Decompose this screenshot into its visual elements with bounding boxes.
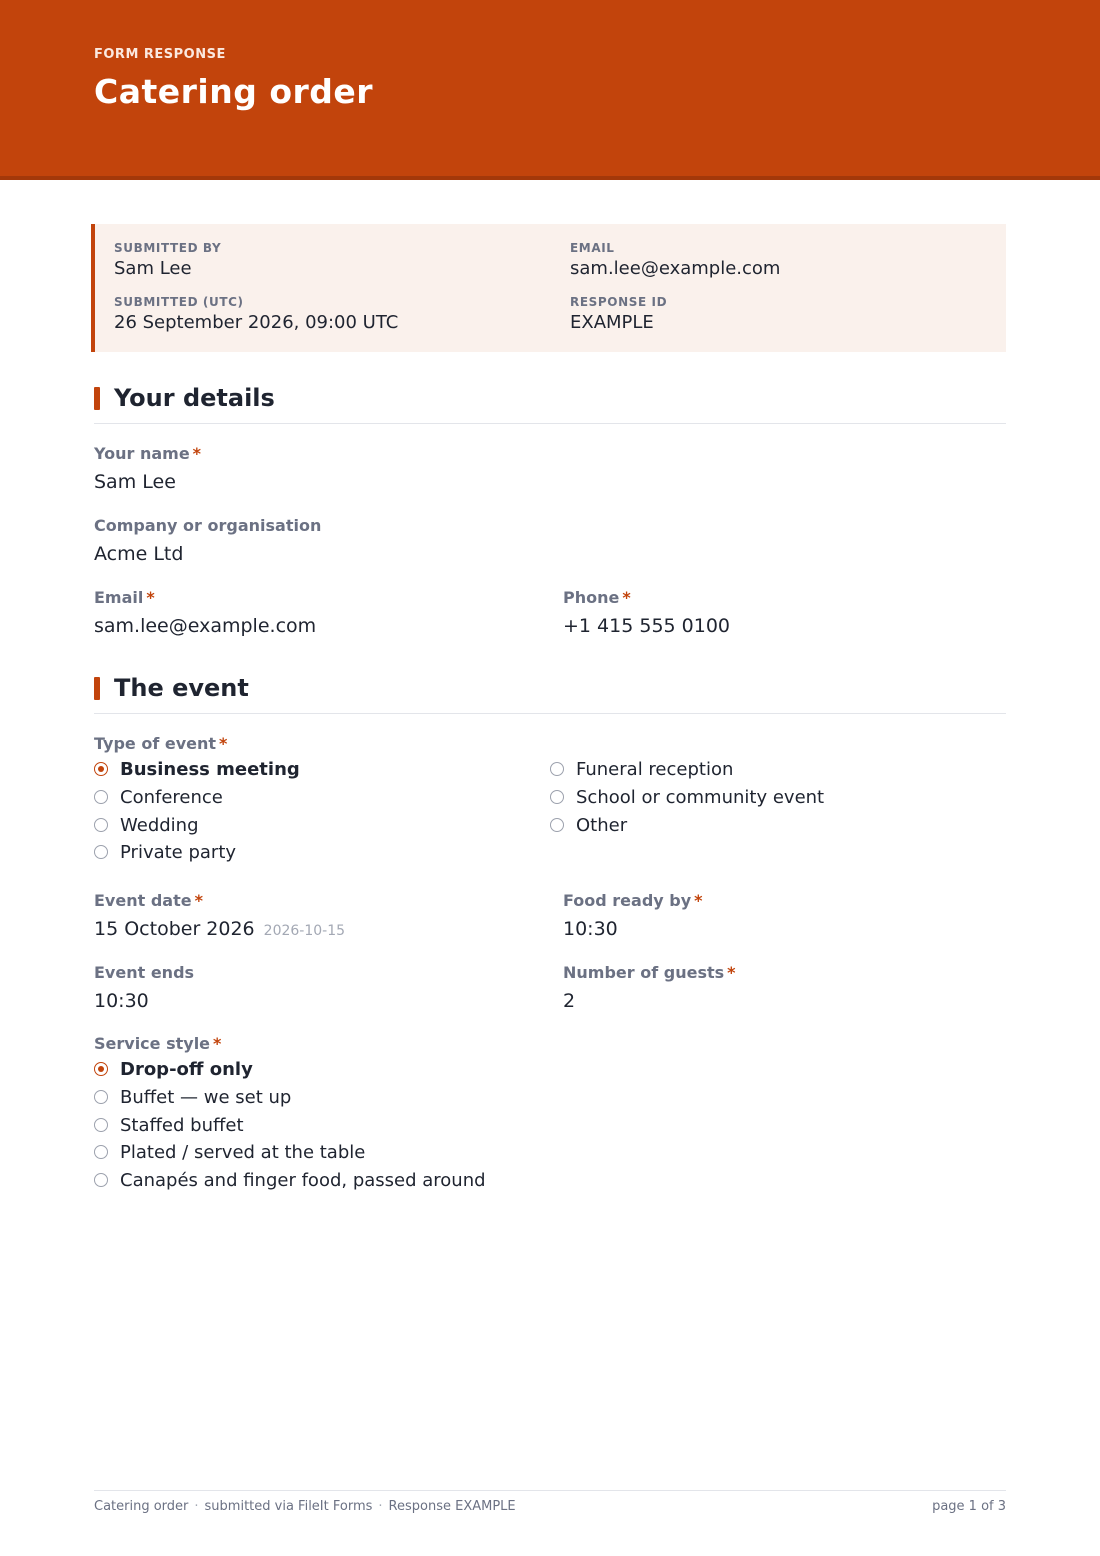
meta-submitted-by-label: SUBMITTED BY [114,241,222,255]
field-label [94,891,345,911]
field-your-name [94,444,201,494]
radio-empty-icon [94,1090,108,1104]
field-value: 10:30 [94,990,149,1012]
field-service-style [94,1034,221,1054]
radio-empty-icon [94,818,108,832]
section-your-details [94,384,1006,424]
radio-empty-icon [550,790,564,804]
footer-separator: · [194,1499,199,1514]
footer-via: submitted via FileIt Forms [204,1499,373,1514]
field-label-text: Email [94,588,144,607]
radio-empty-icon [94,1173,108,1187]
required-marker: * [213,1034,222,1053]
footer-response: Response EXAMPLE [388,1499,516,1514]
radio-option-label: Staffed buffet [120,1115,244,1136]
radio-empty-icon [94,845,108,859]
field-label [94,734,227,754]
field-label [94,444,201,464]
radio-option-label: School or community event [576,787,825,808]
field-value: +1 415 555 0100 [563,615,731,637]
field-label [94,1034,221,1054]
field-label-text: Event ends [94,963,195,982]
event-date-value: 15 October 2026 [94,918,255,940]
required-marker: * [219,734,228,753]
field-label [94,516,321,536]
radio-empty-icon [94,790,108,804]
section-accent-bar [94,387,100,410]
section-accent-bar [94,677,100,700]
field-label [563,588,730,608]
radio-option-label: Conference [120,787,223,808]
radio-selected-icon [94,762,108,776]
field-value: 2 [563,990,576,1012]
field-label [563,963,736,983]
header-eyebrow: FORM RESPONSE [94,47,226,62]
radio-empty-icon [94,1118,108,1132]
required-marker: * [194,891,203,910]
form-header [0,0,1100,180]
radio-empty-icon [550,818,564,832]
required-marker: * [727,963,736,982]
submission-meta-box [91,224,1006,352]
event-date-iso: 2026-10-15 [263,923,346,939]
field-event-date [94,891,345,943]
meta-response-id-label: RESPONSE ID [570,295,668,309]
meta-submitted-utc [114,295,398,334]
page-title: Catering order [94,72,374,111]
section-title: Your details [114,384,275,412]
required-marker: * [192,444,202,463]
radio-option-label: Private party [120,842,237,863]
footer-form-name: Catering order [94,1499,189,1514]
field-label-text: Food ready by [563,891,692,910]
radio-option-label: Plated / served at the table [120,1142,366,1163]
field-event-ends [94,963,194,1013]
radio-option-label: Drop-off only [120,1059,253,1080]
required-marker: * [694,891,703,910]
field-value: sam.lee@example.com [94,615,317,637]
meta-submitted-utc-value: 26 September 2026, 09:00 UTC [114,312,399,333]
radio-option-label: Business meeting [120,759,300,780]
page-footer [94,1490,1006,1521]
field-label [94,588,316,608]
section-title: The event [114,674,249,702]
footer-page-number: page 1 of 3 [932,1499,1006,1514]
field-number-of-guests [563,963,736,1013]
footer-separator: · [378,1499,383,1514]
field-label [94,963,194,983]
field-label-text: Event date [94,891,192,910]
meta-response-id [570,295,667,334]
meta-response-id-value: EXAMPLE [570,312,654,333]
radio-empty-icon [94,1145,108,1159]
radio-selected-icon [94,1062,108,1076]
field-email [94,588,316,638]
field-label-text: Service style [94,1034,211,1053]
field-company [94,516,321,566]
meta-email-label: EMAIL [570,241,615,255]
field-label-text: Number of guests [563,963,725,982]
required-marker: * [622,588,631,607]
meta-submitted-by-value: Sam Lee [114,258,192,279]
field-value: 10:30 [563,918,618,940]
field-phone [563,588,730,638]
field-label-text: Your name [94,444,190,463]
radio-option-label: Other [576,815,628,836]
radio-option-label: Wedding [120,815,199,836]
field-value [94,917,345,943]
meta-email [570,241,780,280]
meta-submitted-utc-label: SUBMITTED (UTC) [114,295,244,309]
required-marker: * [146,588,155,607]
field-label-text: Type of event [94,734,217,753]
field-label-text: Phone [563,588,620,607]
meta-submitted-by [114,241,221,280]
radio-option-label: Canapés and finger food, passed around [120,1170,486,1191]
field-food-ready-by [563,891,703,941]
meta-email-value: sam.lee@example.com [570,258,781,279]
radio-option-label: Funeral reception [576,759,734,780]
radio-option-label: Buffet — we set up [120,1087,292,1108]
footer-info [94,1499,516,1514]
field-value: Sam Lee [94,471,176,493]
section-the-event [94,674,1006,714]
field-label [563,891,703,911]
radio-empty-icon [550,762,564,776]
field-value: Acme Ltd [94,543,184,565]
field-type-of-event [94,734,227,754]
field-label-text: Company or organisation [94,516,322,535]
